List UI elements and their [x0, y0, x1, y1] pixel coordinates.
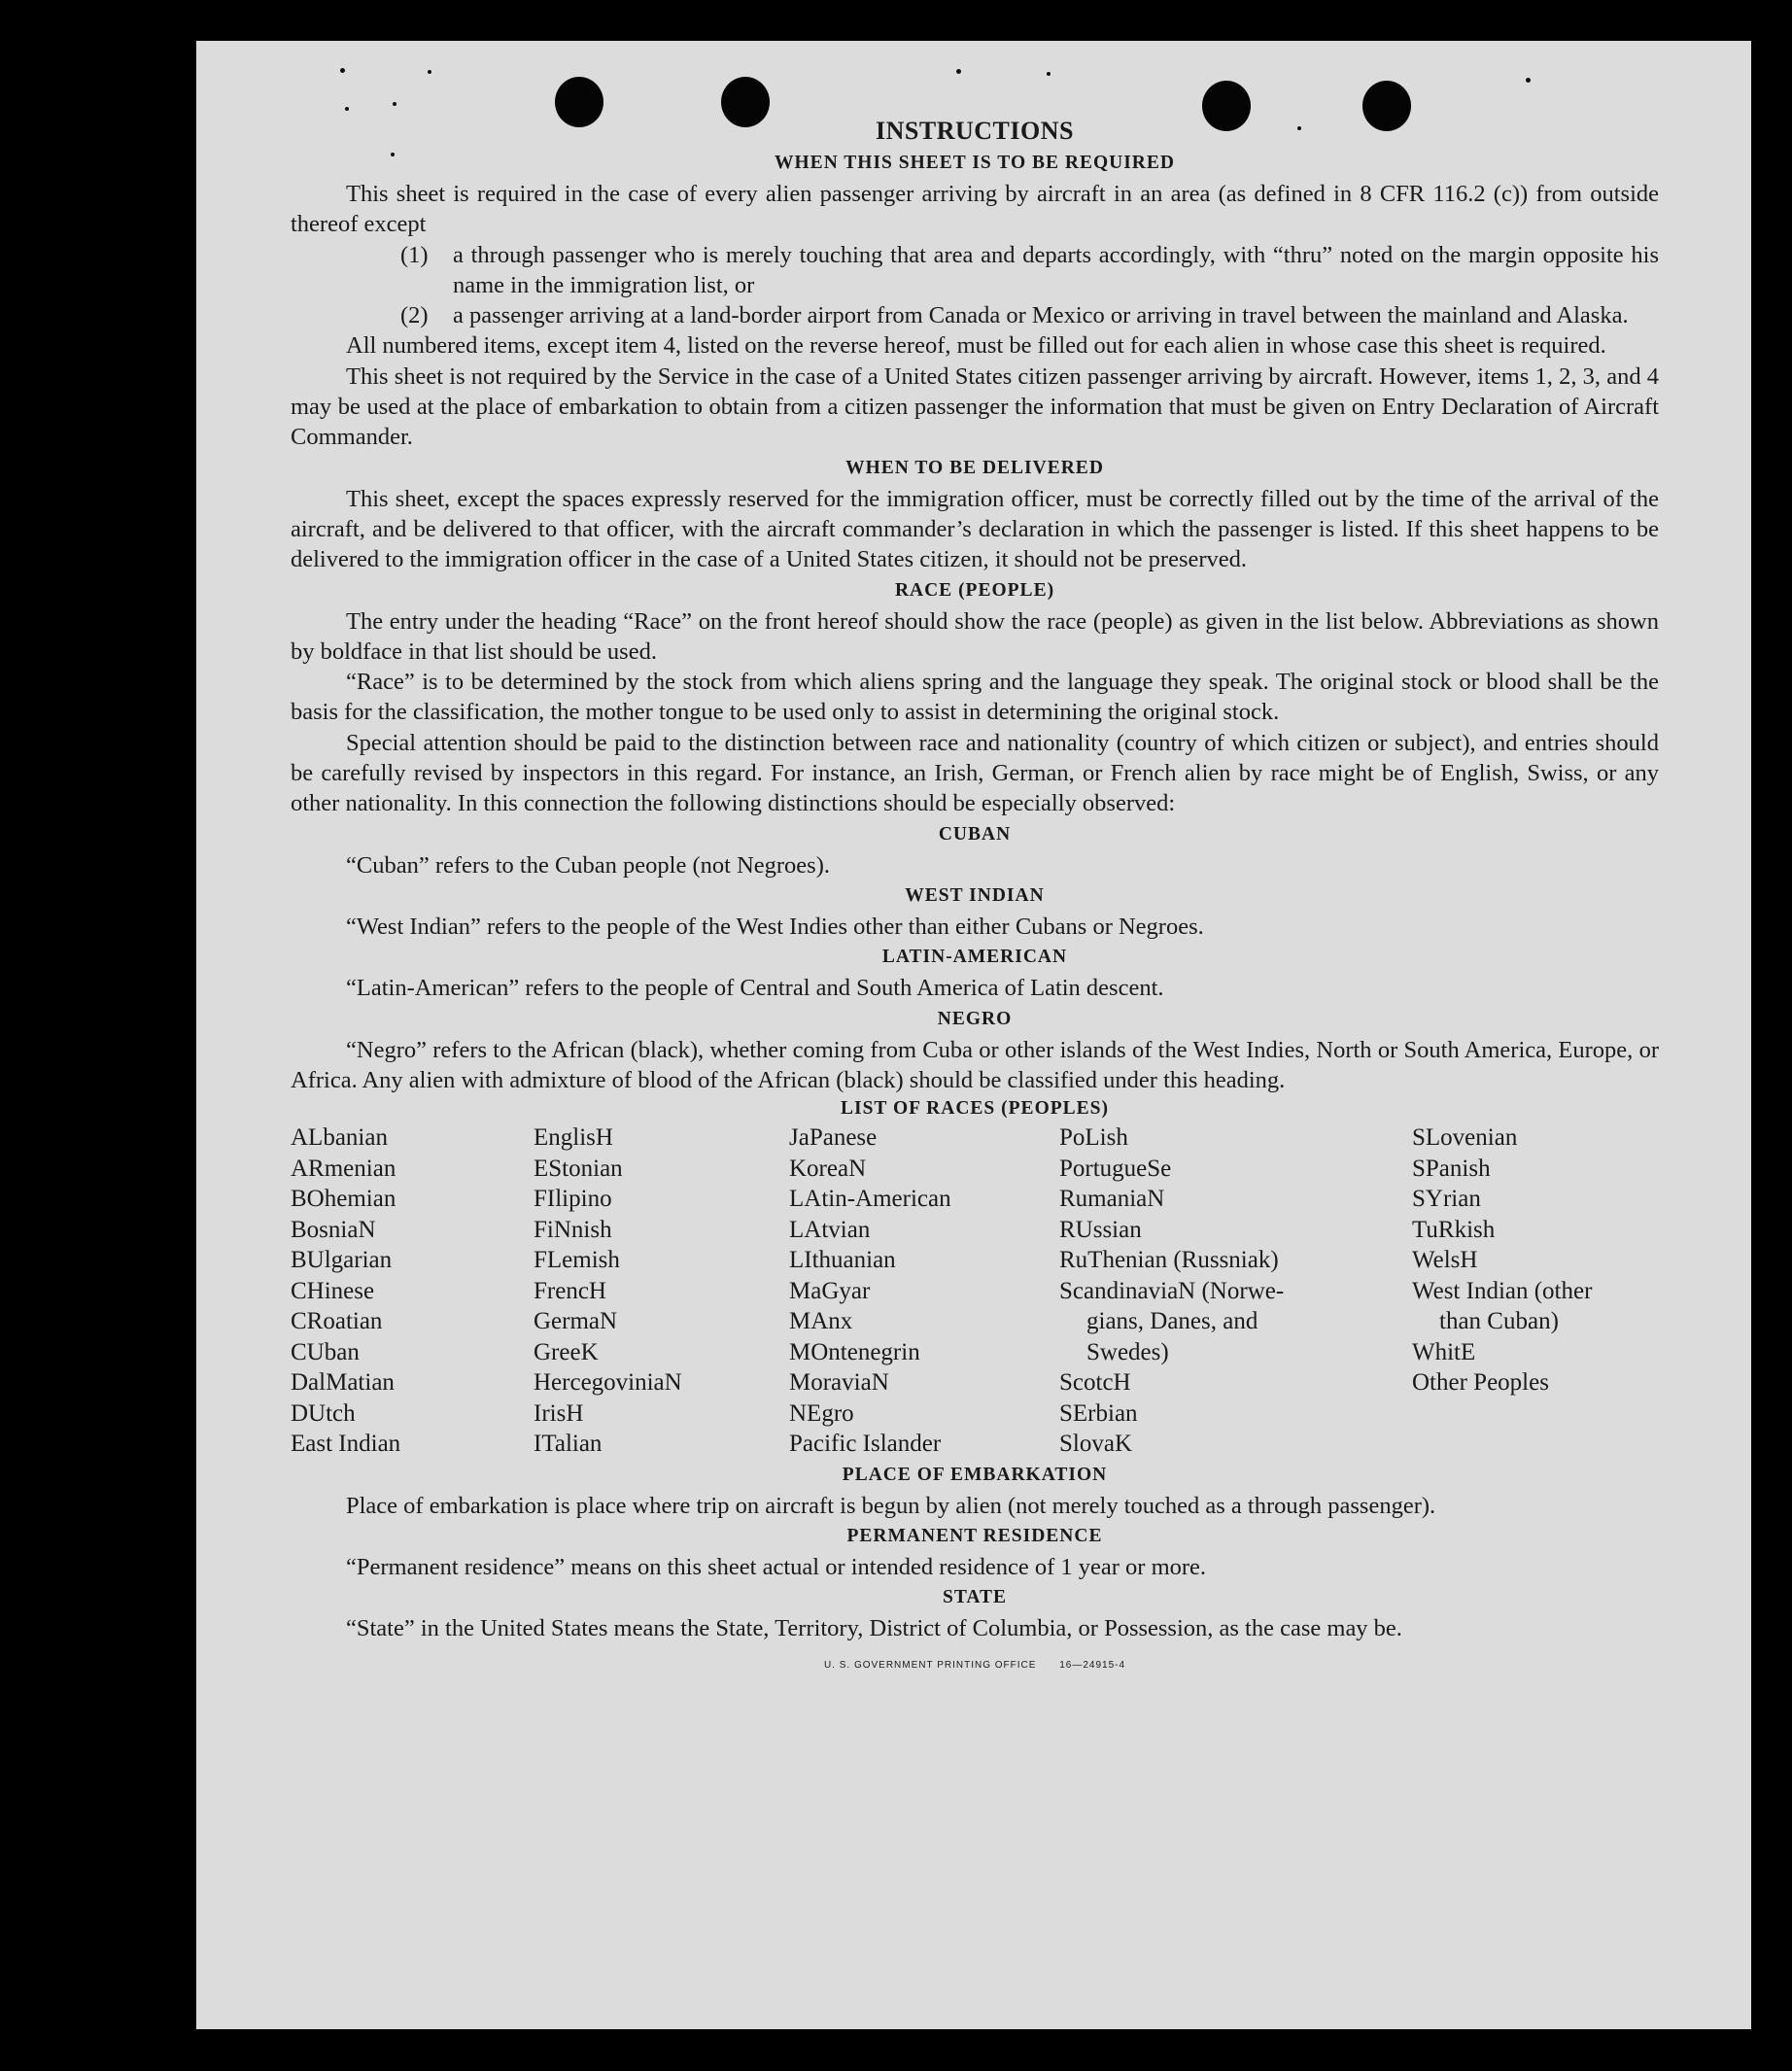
item-text: a through passenger who is merely touching that area and departs accordingly, with “thru” noted on the margin opposite his name in the immigration list, or: [453, 241, 1659, 298]
section-heading: PERMANENT RESIDENCE: [846, 1525, 1103, 1546]
race-item: FiNnish: [534, 1216, 612, 1243]
form-code: 16—24915-4: [1059, 1659, 1126, 1671]
paragraph: Place of embarkation is place where trip on aircraft is begun by alien (not merely touched as a through passenger).: [346, 1492, 1436, 1519]
race-item: GreeK: [534, 1338, 599, 1365]
race-item: GermaN: [534, 1308, 618, 1335]
section-heading: LATIN-AMERICAN: [881, 947, 1068, 968]
speck: [340, 68, 345, 73]
speck: [345, 107, 349, 111]
race-item: SPanish: [1412, 1155, 1491, 1182]
numbered-item: [291, 240, 1659, 301]
paragraph: The entry under the heading “Race” on the front hereof should show the race (people) as given in the list below. Abbreviations as shown by boldface in that list should be used.: [291, 607, 1659, 665]
race-item: EStonian: [534, 1155, 623, 1182]
race-item: BosniaN: [291, 1216, 376, 1243]
race-item: JaPanese: [789, 1124, 878, 1152]
race-item: MAnx: [789, 1308, 853, 1335]
race-item: SlovaK: [1059, 1431, 1132, 1458]
race-item: ScotcH: [1059, 1369, 1131, 1397]
item-number: (2): [400, 302, 429, 329]
printer-name: U. S. GOVERNMENT PRINTING OFFICE: [823, 1659, 1037, 1671]
section-heading: WHEN TO BE DELIVERED: [845, 457, 1104, 478]
race-item: CRoatian: [291, 1308, 383, 1335]
race-item: RuThenian (Russniak): [1059, 1247, 1279, 1274]
paragraph: All numbered items, except item 4, listed on the reverse hereof, must be filled out for each alien in whose case this sheet is required.: [346, 332, 1606, 360]
section-heading: NEGRO: [937, 1008, 1013, 1029]
race-item: ARmenian: [291, 1155, 396, 1182]
race-item: MaGyar: [789, 1277, 871, 1304]
race-item: LAtin-American: [789, 1186, 951, 1213]
speck: [428, 70, 431, 74]
race-item: Swedes): [1086, 1338, 1169, 1365]
paragraph: “West Indian” refers to the people of the West Indies other than either Cubans or Negroes.: [346, 913, 1204, 940]
instructions-body: [291, 115, 1659, 1675]
race-item: ALbanian: [291, 1124, 388, 1152]
section-heading: LIST OF RACES (PEOPLES): [840, 1098, 1109, 1120]
paragraph: “Cuban” refers to the Cuban people (not Negroes).: [346, 851, 830, 879]
race-item: PoLish: [1059, 1124, 1128, 1152]
race-item: FIlipino: [534, 1186, 612, 1213]
race-item: BOhemian: [291, 1186, 396, 1213]
page-title: INSTRUCTIONS: [876, 117, 1074, 145]
race-item: LIthuanian: [789, 1247, 896, 1274]
race-column: [789, 1122, 1059, 1460]
paragraph: “Latin-American” refers to the people of Central and South America of Latin descent.: [346, 975, 1164, 1002]
section-heading: PLACE OF EMBARKATION: [842, 1464, 1108, 1485]
printer-imprint: [291, 1656, 1659, 1675]
race-item: SErbian: [1059, 1399, 1138, 1427]
race-item: West Indian (other: [1412, 1277, 1593, 1304]
section-heading: WEST INDIAN: [905, 884, 1045, 906]
paragraph: Special attention should be paid to the distinction between race and nationality (country of which citizen or subject), and entries should be carefully revised by inspectors in this regard. For instance, an Irish, German, or French alien by race might be of English, Swiss, or any other nationality. In this connection the following distinctions should be especially observed:: [291, 729, 1659, 817]
race-item: ITalian: [534, 1431, 603, 1458]
race-item: Other Peoples: [1412, 1369, 1549, 1397]
race-item: East Indian: [291, 1431, 401, 1458]
section-heading: RACE (PEOPLE): [894, 579, 1055, 601]
paragraph: This sheet, except the spaces expressly reserved for the immigration officer, must be correctly filled out by the time of the arrival of the aircraft, and be delivered to that officer, with the aircraft commander’s declaration in which the passenger is listed. If this sheet happens to be delivered to the immigration officer in the case of a United States citizen, it should not be preserved.: [291, 485, 1659, 573]
race-item: DalMatian: [291, 1369, 395, 1397]
item-text: a passenger arriving at a land-border airport from Canada or Mexico or arriving in travel between the mainland and Alaska.: [453, 302, 1629, 329]
section-heading: CUBAN: [938, 823, 1012, 845]
race-item: DUtch: [291, 1399, 356, 1427]
race-item: gians, Danes, and: [1086, 1308, 1258, 1335]
race-item: HercegoviniaN: [534, 1369, 682, 1397]
paragraph: “State” in the United States means the State, Territory, District of Columbia, or Possession, as the case may be.: [346, 1615, 1402, 1642]
race-item: KoreaN: [789, 1155, 867, 1182]
paragraph: “Race” is to be determined by the stock from which aliens spring and the language they speak. The original stock or blood shall be the basis for the classification, the mother tongue to be used only to assist in determining the original stock.: [291, 669, 1659, 726]
race-item: CUban: [291, 1338, 360, 1365]
race-item: RUssian: [1059, 1216, 1142, 1243]
race-item: TuRkish: [1412, 1216, 1496, 1243]
section-heading: STATE: [942, 1587, 1008, 1608]
race-item: PortugueSe: [1059, 1155, 1172, 1182]
paragraph: This sheet is not required by the Service in the case of a United States citizen passenger arriving by aircraft. However, items 1, 2, 3, and 4 may be used at the place of embarkation to obtain from a citizen passenger the information that must be given on Entry Declaration of Aircraft Commander.: [291, 362, 1659, 451]
race-item: IrisH: [534, 1399, 584, 1427]
race-item: SYrian: [1412, 1186, 1481, 1213]
race-item: Pacific Islander: [789, 1431, 942, 1458]
paragraph: “Negro” refers to the African (black), whether coming from Cuba or other islands of the West Indies, North or South America, Europe, or Africa. Any alien with admixture of blood of the African (black) should be classified under this heading.: [291, 1036, 1659, 1093]
race-column: [534, 1122, 789, 1460]
race-item: than Cuban): [1439, 1308, 1559, 1335]
race-item: FrencH: [534, 1277, 606, 1304]
document-sheet: [196, 41, 1751, 2029]
race-list: [291, 1122, 1659, 1460]
paragraph: This sheet is required in the case of every alien passenger arriving by aircraft in an area (as defined in 8 CFR 116.2 (c)) from outside thereof except: [291, 181, 1659, 238]
race-item: BUlgarian: [291, 1247, 393, 1274]
race-column: [291, 1122, 534, 1460]
race-item: LAtvian: [789, 1216, 871, 1243]
race-item: WelsH: [1412, 1247, 1478, 1274]
race-item: WhitE: [1412, 1338, 1476, 1365]
race-column: [1412, 1122, 1659, 1460]
race-item: MOntenegrin: [789, 1338, 920, 1365]
race-item: FLemish: [534, 1247, 620, 1274]
race-item: NEgro: [789, 1399, 854, 1427]
speck: [393, 102, 396, 106]
race-item: EnglisH: [534, 1124, 613, 1152]
race-item: CHinese: [291, 1277, 375, 1304]
race-item: ScandinaviaN (Norwe-: [1059, 1277, 1285, 1304]
speck: [956, 69, 961, 74]
speck: [1526, 78, 1531, 83]
speck: [1047, 72, 1051, 76]
paragraph: “Permanent residence” means on this sheet actual or intended residence of 1 year or more.: [346, 1553, 1207, 1580]
section-heading: WHEN THIS SHEET IS TO BE REQUIRED: [775, 153, 1175, 173]
race-item: RumaniaN: [1059, 1186, 1165, 1213]
numbered-item: [291, 300, 1659, 330]
race-item: MoraviaN: [789, 1369, 889, 1397]
item-number: (1): [400, 241, 429, 268]
race-column: [1059, 1122, 1412, 1460]
race-item: SLovenian: [1412, 1124, 1518, 1152]
